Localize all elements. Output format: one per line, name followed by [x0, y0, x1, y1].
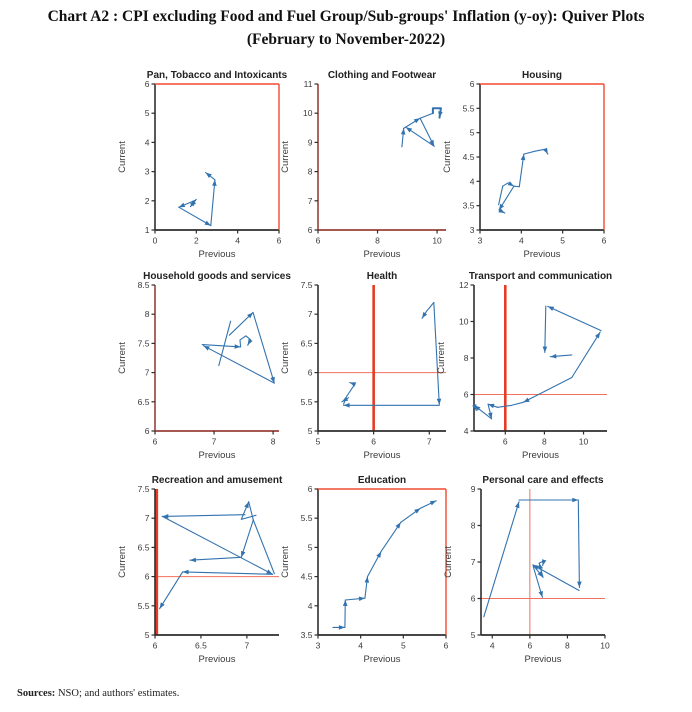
x-axis-label: Previous: [523, 249, 561, 260]
subplot-title: Transport and communication: [468, 271, 613, 282]
x-tick-label: 6: [502, 436, 508, 447]
x-axis-label: Previous: [198, 654, 236, 665]
x-tick-label: 3: [315, 640, 321, 651]
quiver-segment: [344, 383, 355, 405]
quiver-segment: [162, 516, 272, 574]
y-tick-label: 1: [144, 225, 150, 235]
y-tick-label: 3: [144, 166, 150, 177]
subplot-title: Recreation and amusement: [151, 475, 283, 486]
x-tick-label: 6: [276, 235, 282, 246]
y-tick-label: 5: [144, 108, 150, 119]
quiver-arrowhead: [183, 570, 189, 575]
x-tick-label: 3: [477, 235, 483, 246]
y-tick-label: 4.5: [462, 152, 475, 162]
x-tick-label: 6: [371, 436, 377, 447]
y-tick-label: 8: [463, 353, 469, 363]
x-tick-label: 6: [152, 640, 158, 651]
x-tick-label: 4: [235, 235, 241, 246]
y-axis-label: Current: [117, 546, 128, 578]
quiver-arrowhead: [542, 559, 546, 565]
subplot-title: Pan, Tobacco and Intoxicants: [146, 70, 288, 81]
subplot-title: Clothing and Footwear: [327, 70, 437, 81]
quiver-segment: [545, 306, 546, 353]
y-axis-label: Current: [280, 546, 291, 578]
y-tick-label: 12: [459, 280, 469, 290]
quiver-arrowhead: [577, 582, 582, 588]
y-tick-label: 4: [469, 176, 475, 187]
quiver-arrowhead: [414, 118, 420, 123]
y-tick-label: 7: [144, 513, 150, 524]
quiver-segment: [190, 557, 241, 560]
x-tick-label: 0: [152, 235, 158, 246]
quiver-arrowhead: [339, 625, 345, 630]
y-tick-label: 3: [469, 225, 475, 235]
y-tick-label: 8.5: [137, 280, 150, 290]
quiver-arrowhead: [572, 498, 578, 503]
quiver-arrowhead: [235, 344, 241, 349]
x-axis-label: Previous: [524, 654, 562, 665]
x-tick-label: 5: [315, 436, 321, 447]
quiver-segment: [183, 572, 273, 574]
y-tick-label: 10: [459, 316, 469, 327]
quiver-arrowhead: [521, 154, 526, 160]
y-axis-label: Current: [442, 141, 453, 173]
y-tick-label: 3.5: [462, 200, 475, 211]
y-tick-label: 7.5: [137, 338, 150, 349]
x-tick-label: 6: [443, 640, 449, 651]
y-tick-label: 7: [307, 309, 313, 320]
y-axis-label: Current: [117, 141, 128, 173]
y-tick-label: 5: [470, 630, 476, 640]
quiver-arrowhead: [422, 312, 427, 318]
quiver-arrowhead: [190, 558, 196, 563]
y-tick-label: 5: [307, 542, 313, 553]
x-axis-label: Previous: [363, 249, 401, 260]
x-tick-label: 6: [527, 640, 533, 651]
quiver-arrowhead: [523, 398, 529, 403]
y-tick-label: 4: [307, 600, 313, 611]
quiver-segment: [484, 502, 519, 617]
quiver-arrowhead: [539, 563, 544, 569]
quiver-segment: [160, 572, 183, 609]
y-tick-label: 5: [144, 630, 150, 640]
x-tick-label: 6.5: [195, 640, 207, 651]
y-tick-label: 6: [470, 593, 476, 604]
quiver-arrowhead: [205, 221, 211, 226]
y-tick-label: 9: [470, 484, 476, 494]
x-tick-label: 8: [270, 436, 276, 447]
subplot-transport-and-communication: [436, 271, 612, 461]
quiver-arrowhead: [376, 551, 381, 557]
subplot-health: [280, 271, 446, 461]
y-axis-label: Current: [443, 546, 454, 578]
sources-label: Sources:: [17, 688, 56, 699]
quiver-arrowhead: [244, 502, 248, 508]
quiver-arrowhead: [543, 347, 548, 353]
y-tick-label: 9: [307, 137, 313, 148]
y-tick-label: 5.5: [462, 103, 475, 114]
quiver-arrowhead: [430, 501, 436, 506]
quiver-segment: [498, 402, 524, 407]
quiver-arrowhead: [406, 127, 412, 132]
x-tick-label: 10: [432, 235, 442, 246]
x-axis-label: Previous: [198, 450, 236, 461]
x-tick-label: 8: [375, 235, 380, 246]
quiver-segment: [211, 180, 215, 226]
quiver-segment: [253, 312, 274, 383]
y-tick-label: 6: [469, 79, 475, 89]
x-axis-label: Previous: [363, 450, 401, 461]
quiver-arrowhead: [543, 148, 548, 154]
subplot-housing: [442, 70, 607, 260]
quiver-arrowhead: [499, 204, 504, 210]
y-tick-label: 4.5: [300, 571, 313, 582]
x-tick-label: 6: [601, 235, 607, 246]
x-tick-label: 2: [193, 235, 199, 246]
quiver-arrowhead: [396, 522, 401, 528]
y-tick-label: 6: [463, 389, 469, 400]
x-axis-label: Previous: [522, 450, 559, 461]
x-tick-label: 6: [152, 436, 158, 447]
y-axis-label: Current: [280, 141, 291, 173]
y-axis-label: Current: [280, 342, 291, 374]
x-tick-label: 7: [244, 640, 250, 651]
y-tick-label: 6: [144, 571, 150, 582]
quiver-arrowhead: [160, 602, 165, 608]
quiver-arrowhead: [241, 551, 245, 557]
quiver-segment: [420, 113, 433, 118]
y-tick-label: 6: [307, 367, 313, 378]
quiver-segment: [524, 149, 546, 154]
quiver-arrowhead: [414, 508, 420, 513]
quiver-segment: [578, 500, 579, 588]
subplot-household-goods-and-services: [117, 271, 291, 461]
y-tick-label: 5.5: [300, 396, 313, 407]
y-tick-label: 7: [144, 367, 150, 378]
sources-text: NSO; and authors' estimates.: [55, 688, 180, 699]
subplot-title: Health: [366, 271, 398, 282]
y-axis-label: Current: [436, 342, 447, 374]
y-tick-label: 2: [144, 195, 150, 206]
y-tick-label: 7.5: [137, 484, 150, 494]
x-tick-label: 4: [489, 640, 495, 651]
x-tick-label: 5: [400, 640, 406, 651]
subplot-title: Household goods and services: [143, 271, 291, 282]
y-tick-label: 7.5: [300, 280, 313, 290]
x-axis-label: Previous: [363, 654, 401, 665]
subplot-education: [280, 475, 449, 665]
quiver-segment: [203, 346, 274, 383]
quiver-arrowhead: [343, 600, 348, 606]
x-tick-label: 6: [315, 235, 321, 246]
quiver-arrowhead: [365, 577, 370, 583]
y-tick-label: 5.5: [137, 600, 150, 611]
y-tick-label: 7: [307, 195, 313, 206]
quiver-segment: [499, 186, 503, 205]
subplot-title: Personal care and effects: [482, 475, 604, 486]
quiver-arrowhead: [539, 591, 543, 597]
figure-title-line2: (February to November-2022): [246, 31, 446, 48]
quiver-segment: [514, 186, 519, 187]
quiver-arrowhead: [266, 569, 272, 574]
x-tick-label: 4: [358, 640, 364, 651]
y-tick-label: 6.5: [137, 396, 150, 407]
x-tick-label: 8: [542, 436, 547, 447]
subplot-personal-care-and-effects: [443, 475, 610, 665]
x-tick-label: 5: [560, 235, 566, 246]
quiver-arrowhead: [508, 181, 514, 186]
quiver-arrowhead: [437, 399, 442, 405]
y-tick-label: 8: [470, 520, 476, 531]
x-tick-label: 10: [578, 436, 589, 447]
y-tick-label: 8: [307, 166, 313, 177]
quiver-arrowhead: [515, 502, 519, 508]
quiver-arrowhead: [595, 332, 600, 338]
x-tick-label: 8: [565, 640, 570, 651]
y-tick-label: 6: [307, 484, 313, 494]
quiver-segment: [162, 515, 245, 517]
subplot-clothing-and-footwear: [280, 70, 446, 260]
y-tick-label: 6: [144, 79, 150, 89]
subplot-title: Housing: [522, 70, 562, 81]
x-tick-label: 7: [211, 436, 217, 447]
quiver-segment: [523, 378, 572, 403]
subplot-recreation-and-amusement: [117, 475, 283, 665]
y-tick-label: 6: [144, 426, 150, 436]
y-tick-label: 11: [303, 79, 313, 89]
y-axis-label: Current: [117, 342, 128, 374]
x-tick-label: 4: [518, 235, 524, 246]
y-tick-label: 10: [303, 108, 313, 119]
quiver-arrowhead: [179, 203, 185, 207]
figure-title-line1: Chart A2 : CPI excluding Food and Fuel Group/Sub-groups' Inflation (y-oy): Quiver Plots: [47, 8, 645, 25]
quiver-segment: [572, 332, 600, 377]
quiver-arrowhead: [344, 403, 350, 408]
y-tick-label: 4: [463, 426, 469, 436]
quiver-arrowhead: [548, 306, 554, 311]
y-tick-label: 6.5: [137, 542, 150, 553]
y-tick-label: 8: [144, 309, 150, 320]
x-axis-label: Previous: [198, 249, 236, 260]
quiver-arrowhead: [203, 346, 209, 351]
y-tick-label: 6.5: [300, 338, 313, 349]
x-tick-label: 10: [600, 640, 610, 651]
subplot-pan-tobacco-and-intoxicants: [117, 70, 288, 260]
x-tick-label: 7: [426, 436, 432, 447]
y-tick-label: 7: [470, 557, 476, 567]
y-tick-label: 4: [144, 137, 150, 148]
y-tick-label: 6: [307, 225, 313, 235]
y-tick-label: 5.5: [300, 513, 313, 524]
subplot-title: Education: [357, 475, 407, 486]
quiver-arrowhead: [248, 339, 253, 345]
y-tick-label: 5: [307, 426, 313, 436]
y-tick-label: 5: [469, 127, 475, 138]
quiver-segment: [241, 502, 256, 520]
y-tick-label: 3.5: [300, 630, 313, 640]
quiver-segment: [548, 306, 601, 330]
sources-note: [17, 688, 179, 699]
